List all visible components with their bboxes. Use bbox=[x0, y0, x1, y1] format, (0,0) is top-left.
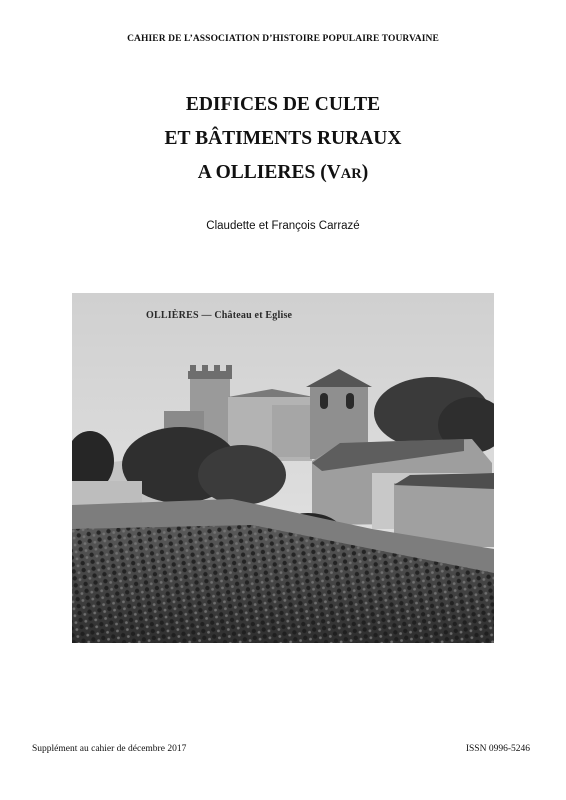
title-line-2: ET BÂTIMENTS RURAUX bbox=[164, 128, 402, 149]
title-line-3 bbox=[0, 156, 566, 191]
title-line-3-main: A OLLIERES (V bbox=[197, 162, 341, 183]
caption-separator: — bbox=[201, 310, 212, 321]
title-line-1: EDIFICES DE CULTE bbox=[185, 94, 381, 115]
issn-number: ISSN 0996-5246 bbox=[465, 744, 530, 754]
series-title: CAHIER DE L’ASSOCIATION D’HISTOIRE POPULAIRE TOURVAINE bbox=[127, 34, 439, 44]
title-line-3-smallcaps: AR bbox=[340, 166, 362, 182]
title-line-3-end: ) bbox=[361, 162, 369, 183]
cover-photo bbox=[72, 293, 494, 643]
caption-subject: Château et Eglise bbox=[214, 310, 293, 321]
caption-place: OLLIÈRES bbox=[146, 310, 199, 321]
supplement-note: Supplément au cahier de décembre 2017 bbox=[32, 744, 187, 754]
village-photo-illustration bbox=[72, 293, 494, 643]
photo-caption bbox=[146, 310, 292, 321]
document-title bbox=[0, 88, 566, 191]
authors: Claudette et François Carrazé bbox=[206, 220, 360, 232]
